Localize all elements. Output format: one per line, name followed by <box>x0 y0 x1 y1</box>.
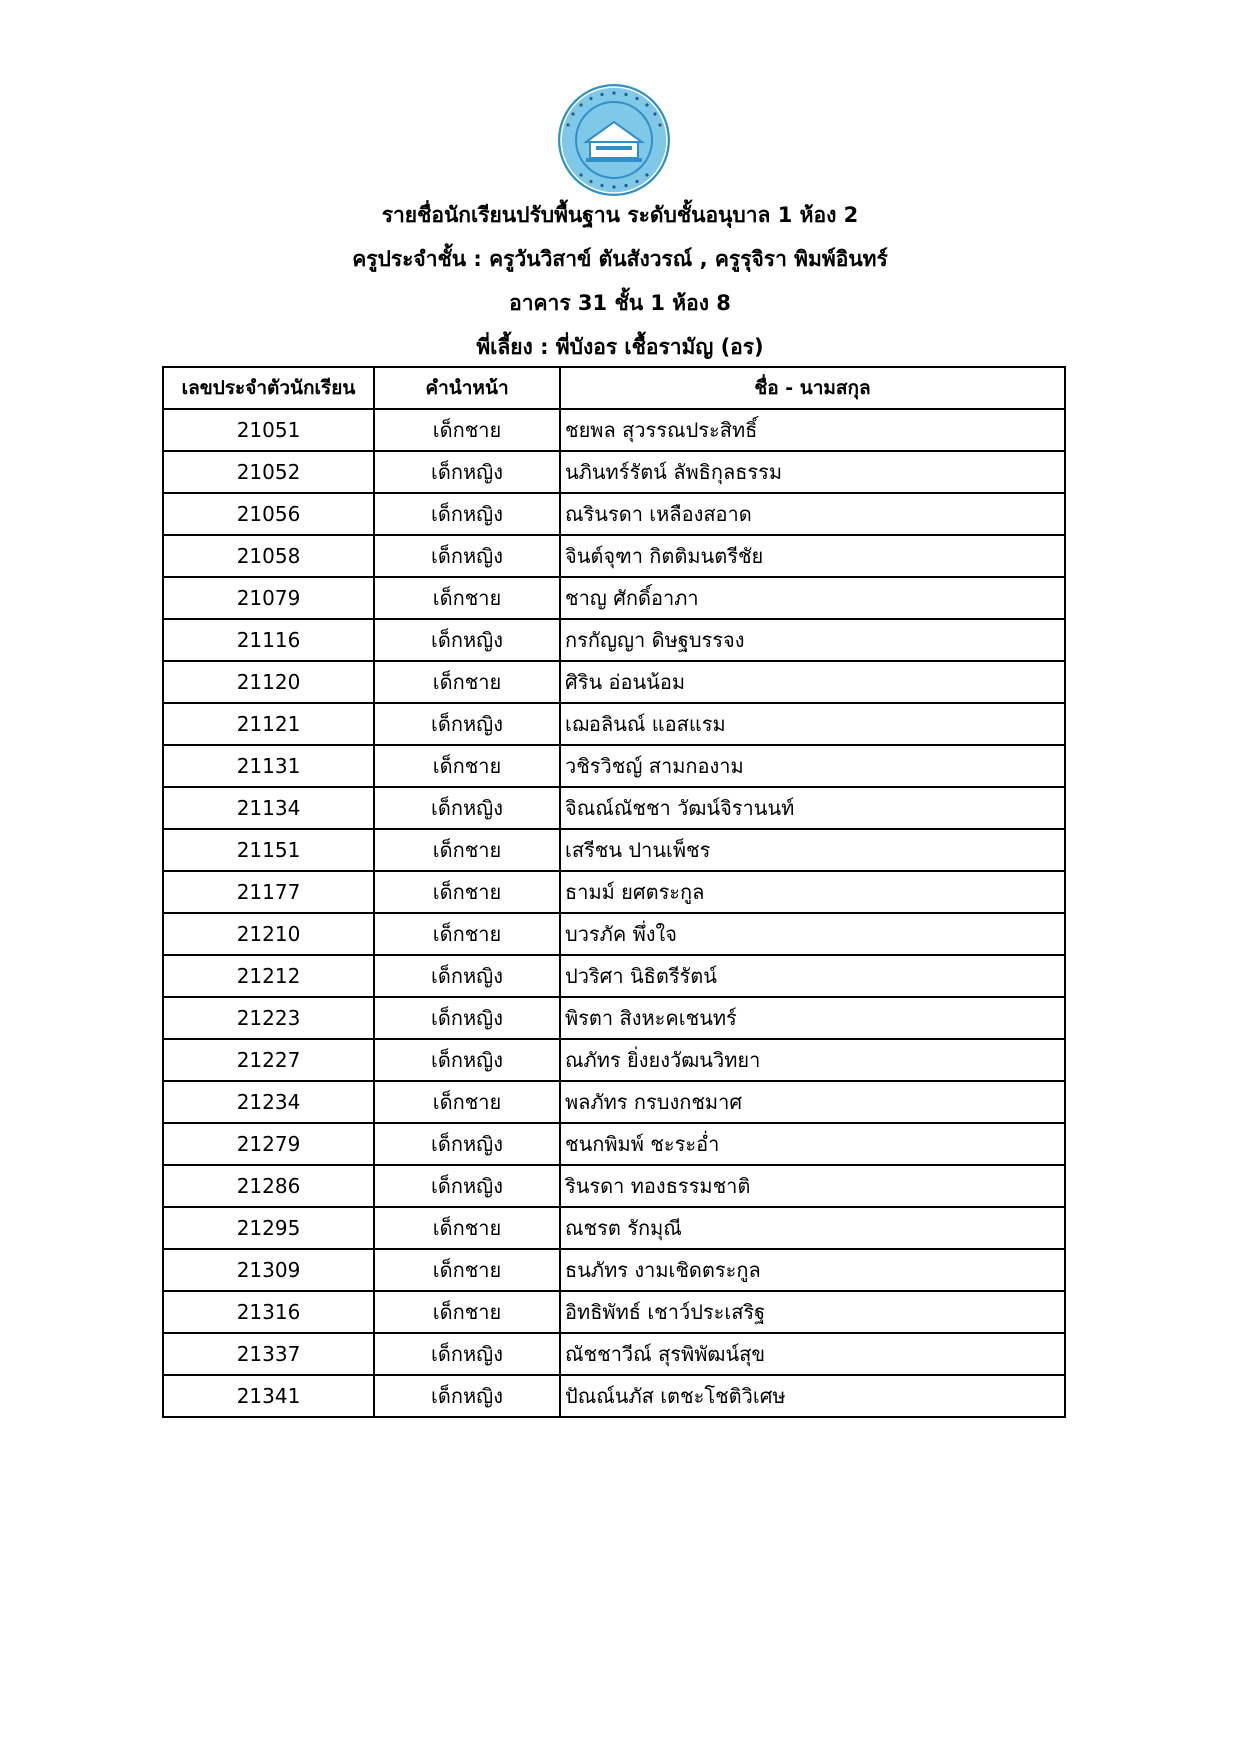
student-roster-table <box>162 366 1066 1418</box>
full-name-cell: ชยพล สุวรรณประสิทธิ์ <box>560 409 1065 451</box>
prefix-cell: เด็กหญิง <box>374 1375 560 1417</box>
full-name-cell: จินต์จุฑา กิตติมนตรีชัย <box>560 535 1065 577</box>
table-row <box>163 703 1065 745</box>
prefix-cell: เด็กหญิง <box>374 1123 560 1165</box>
student-id-cell: 21279 <box>163 1123 374 1165</box>
table-row <box>163 619 1065 661</box>
student-id-cell: 21341 <box>163 1375 374 1417</box>
full-name-cell: ปวริศา นิธิตรีรัตน์ <box>560 955 1065 997</box>
table-header-row <box>163 367 1065 409</box>
full-name-cell: ชาญ ศักดิ์อาภา <box>560 577 1065 619</box>
full-name-cell: นภินทร์รัตน์ ลัพธิกุลธรรม <box>560 451 1065 493</box>
student-id-cell: 21056 <box>163 493 374 535</box>
full-name-cell: ณรินรดา เหลืองสอาด <box>560 493 1065 535</box>
prefix-cell: เด็กหญิง <box>374 1039 560 1081</box>
table-row <box>163 409 1065 451</box>
full-name-cell: ณชรต รักมุณี <box>560 1207 1065 1249</box>
column-header-prefix: คำนำหน้า <box>374 367 560 409</box>
full-name-cell: พลภัทร กรบงกชมาศ <box>560 1081 1065 1123</box>
prefix-cell: เด็กชาย <box>374 409 560 451</box>
student-id-cell: 21079 <box>163 577 374 619</box>
prefix-cell: เด็กชาย <box>374 1291 560 1333</box>
student-id-cell: 21120 <box>163 661 374 703</box>
prefix-cell: เด็กหญิง <box>374 493 560 535</box>
column-header-full-name: ชื่อ - นามสกุล <box>560 367 1065 409</box>
table-row <box>163 451 1065 493</box>
table-row <box>163 1081 1065 1123</box>
table-row <box>163 829 1065 871</box>
table-row <box>163 745 1065 787</box>
full-name-cell: ปัณณ์นภัส เตชะโชติวิเศษ <box>560 1375 1065 1417</box>
prefix-cell: เด็กชาย <box>374 913 560 955</box>
table-row <box>163 493 1065 535</box>
full-name-cell: ชนกพิมพ์ ชะระอ่ำ <box>560 1123 1065 1165</box>
full-name-cell: อิทธิพัทธ์ เชาว์ประเสริฐ <box>560 1291 1065 1333</box>
student-id-cell: 21058 <box>163 535 374 577</box>
student-id-cell: 21234 <box>163 1081 374 1123</box>
table-row <box>163 535 1065 577</box>
student-id-cell: 21134 <box>163 787 374 829</box>
table-row <box>163 1375 1065 1417</box>
prefix-cell: เด็กหญิง <box>374 535 560 577</box>
student-id-cell: 21309 <box>163 1249 374 1291</box>
full-name-cell: เสรีชน ปานเพ็ชร <box>560 829 1065 871</box>
document-title: รายชื่อนักเรียนปรับพื้นฐาน ระดับชั้นอนุบาล 1 ห้อง 2 <box>381 203 859 227</box>
prefix-cell: เด็กชาย <box>374 1249 560 1291</box>
table-row <box>163 871 1065 913</box>
student-id-cell: 21116 <box>163 619 374 661</box>
prefix-cell: เด็กหญิง <box>374 997 560 1039</box>
student-id-cell: 21337 <box>163 1333 374 1375</box>
student-id-cell: 21052 <box>163 451 374 493</box>
prefix-cell: เด็กชาย <box>374 1207 560 1249</box>
table-row <box>163 1123 1065 1165</box>
student-id-cell: 21227 <box>163 1039 374 1081</box>
table-row <box>163 577 1065 619</box>
full-name-cell: กรกัญญา ดิษฐบรรจง <box>560 619 1065 661</box>
prefix-cell: เด็กหญิง <box>374 1333 560 1375</box>
student-id-cell: 21223 <box>163 997 374 1039</box>
prefix-cell: เด็กชาย <box>374 745 560 787</box>
student-id-cell: 21286 <box>163 1165 374 1207</box>
prefix-cell: เด็กชาย <box>374 829 560 871</box>
student-id-cell: 21131 <box>163 745 374 787</box>
full-name-cell: ศิริน อ่อนน้อม <box>560 661 1065 703</box>
classroom-location: อาคาร 31 ชั้น 1 ห้อง 8 <box>509 291 731 315</box>
table-row <box>163 1249 1065 1291</box>
full-name-cell: เฌอลินณ์ แอสแรม <box>560 703 1065 745</box>
table-row <box>163 661 1065 703</box>
prefix-cell: เด็กหญิง <box>374 619 560 661</box>
prefix-cell: เด็กชาย <box>374 871 560 913</box>
prefix-cell: เด็กหญิง <box>374 1165 560 1207</box>
student-id-cell: 21316 <box>163 1291 374 1333</box>
full-name-cell: บวรภัค พึ่งใจ <box>560 913 1065 955</box>
student-id-cell: 21121 <box>163 703 374 745</box>
table-row <box>163 997 1065 1039</box>
prefix-cell: เด็กชาย <box>374 1081 560 1123</box>
prefix-cell: เด็กหญิง <box>374 703 560 745</box>
student-id-cell: 21151 <box>163 829 374 871</box>
homeroom-teachers: ครูประจำชั้น : ครูวันวิสาข์ ตันสังวรณ์ , ครูรุจิรา พิมพ์อินทร์ <box>352 247 888 271</box>
table-row <box>163 1165 1065 1207</box>
table-row <box>163 1291 1065 1333</box>
prefix-cell: เด็กหญิง <box>374 451 560 493</box>
prefix-cell: เด็กหญิง <box>374 787 560 829</box>
student-id-cell: 21295 <box>163 1207 374 1249</box>
student-id-cell: 21177 <box>163 871 374 913</box>
full-name-cell: ธามม์ ยศตระกูล <box>560 871 1065 913</box>
table-row <box>163 1207 1065 1249</box>
full-name-cell: รินรดา ทองธรรมชาติ <box>560 1165 1065 1207</box>
prefix-cell: เด็กชาย <box>374 661 560 703</box>
full-name-cell: ณภัทร ยิ่งยงวัฒนวิทยา <box>560 1039 1065 1081</box>
column-header-student-id: เลขประจำตัวนักเรียน <box>163 367 374 409</box>
student-id-cell: 21051 <box>163 409 374 451</box>
full-name-cell: จิณณ์ณัชชา วัฒน์จิรานนท์ <box>560 787 1065 829</box>
full-name-cell: วชิรวิชญ์ สามกองาม <box>560 745 1065 787</box>
school-logo <box>556 82 672 198</box>
student-id-cell: 21212 <box>163 955 374 997</box>
table-row <box>163 787 1065 829</box>
nanny-name: พี่เลี้ยง : พี่บังอร เชื้อรามัญ (อร) <box>476 335 764 359</box>
student-id-cell: 21210 <box>163 913 374 955</box>
full-name-cell: พิรตา สิงหะคเชนทร์ <box>560 997 1065 1039</box>
table-row <box>163 913 1065 955</box>
prefix-cell: เด็กชาย <box>374 577 560 619</box>
full-name-cell: ธนภัทร งามเชิดตระกูล <box>560 1249 1065 1291</box>
table-row <box>163 955 1065 997</box>
table-row <box>163 1333 1065 1375</box>
prefix-cell: เด็กหญิง <box>374 955 560 997</box>
table-row <box>163 1039 1065 1081</box>
full-name-cell: ณัชชาวีณ์ สุรพิพัฒน์สุข <box>560 1333 1065 1375</box>
